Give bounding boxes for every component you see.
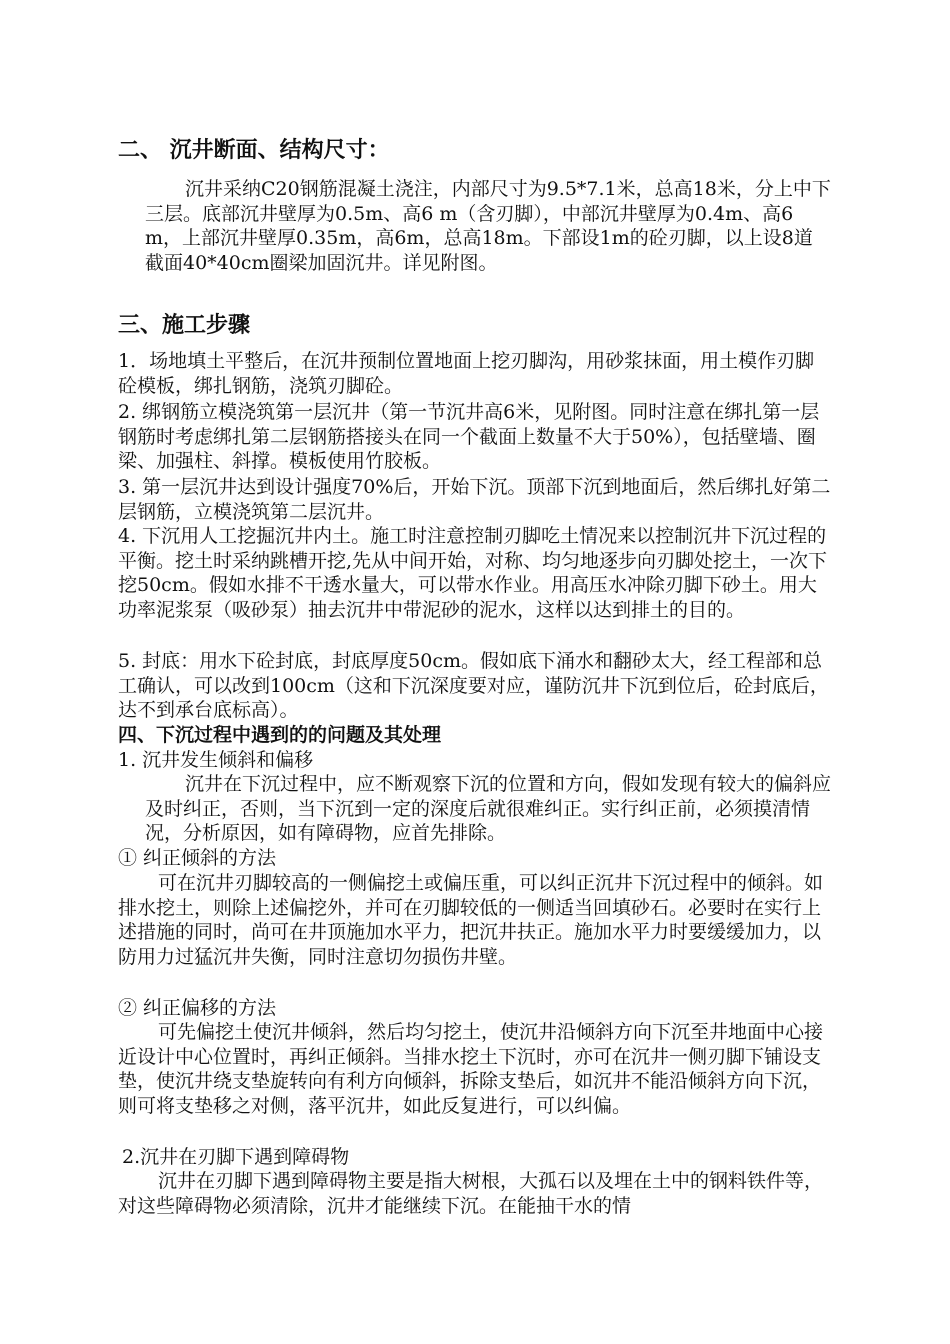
subsection-2-body: 沉井在刃脚下遇到障碍物主要是指大树根，大孤石以及埋在土中的钢料铁件等，对这些障碍物必须清除，沉井才能继续下沉。在能抽干水的情 [118,1170,824,1217]
step-3: 3. 第一层沉井达到设计强度70%后，开始下沉。顶部下沉到地面后，然后绑扎好第二层钢筋，立模浇筑第二层沉井。 [118,476,831,523]
subsection-2-title: 2.沉井在刃脚下遇到障碍物 [122,1146,350,1168]
step-5: 5. 封底：用水下砼封底，封底厚度50cm。假如底下涌水和翻砂太大，经工程部和总工确认，可以改到100cm（这和下沉深度要对应，谨防沉井下沉到位后，砼封底后，达不到承台底标高）。 [118,650,829,721]
method-2-title: ② 纠正偏移的方法 [118,997,277,1019]
step-1: 1．场地填土平整后，在沉井预制位置地面上挖刃脚沟，用砂浆抹面，用土模作刃脚砼模板，绑扎钢筋，浇筑刃脚砼。 [118,350,815,397]
section-2-body: 沉井采纳C20钢筋混凝土浇注，内部尺寸为9.5*7.1米，总高18米，分上中下三层。底部沉井壁厚为0.5m、高6 m（含刃脚），中部沉井壁厚为0.4m、高6 m，上部沉井壁厚0.35m，高6m，总高18m。下部设1m的砼刃脚，以上设8道截面40*40cm圈梁加固沉井。详见附图。 [145,178,831,274]
method-1-body: 可在沉井刃脚较高的一侧偏挖土或偏压重，可以纠正沉井下沉过程中的倾斜。如排水挖土，则除上述偏挖外，并可在刃脚较低的一侧适当回填砂石。必要时在实行上述措施的同时，尚可在井顶施加水平力，把沉井扶正。施加水平力时要缓缓加力，以防用力过猛沉井失衡，同时注意切勿损伤井壁。 [118,872,824,968]
method-1-title: ① 纠正倾斜的方法 [118,847,277,869]
method-2-body: 可先偏挖土使沉井倾斜，然后均匀挖土，使沉井沿倾斜方向下沉至井地面中心接近设计中心位置时，再纠正倾斜。当排水挖土下沉时，亦可在沉井一侧刃脚下铺设支垫，使沉井绕支垫旋转向有利方向倾斜，拆除支垫后，如沉井不能沿倾斜方向下沉，则可将支垫移之对侧，落平沉井，如此反复进行，可以纠偏。 [118,1021,824,1117]
subsection-1-title: 1. 沉井发生倾斜和偏移 [118,749,314,771]
subsection-1-body: 沉井在下沉过程中，应不断观察下沉的位置和方向，假如发现有较大的偏斜应及时纠正，否则，当下沉到一定的深度后就很难纠正。实行纠正前，必须摸清情况，分析原因，如有障碍物，应首先排除。 [145,773,832,844]
step-2: 2. 绑钢筋立模浇筑第一层沉井（第一节沉井高6米，见附图。同时注意在绑扎第一层钢筋时考虑绑扎第二层钢筋搭接头在同一个截面上数量不大于50%），包括壁墙、圈梁、加强柱、斜撑。模板使用竹胶板。 [118,401,820,472]
section-4-heading: 四、下沉过程中遇到的的问题及其处理 [118,724,442,746]
step-4: 4. 下沉用人工挖掘沉井内土。施工时注意控制刃脚吃土情况来以控制沉井下沉过程的平衡。挖土时采纳跳槽开挖,先从中间开始，对称、均匀地逐步向刃脚处挖土，一次下挖50cm。假如水排不干透水量大，可以带水作业。用高压水冲除刃脚下砂土。用大功率泥浆泵（吸砂泵）抽去沉井中带泥砂的泥水，这样以达到排土的目的。 [118,525,828,621]
section-2-heading: 二、 沉井断面、结构尺寸： [118,138,390,163]
section-3-heading: 三、施工步骤 [118,313,251,338]
